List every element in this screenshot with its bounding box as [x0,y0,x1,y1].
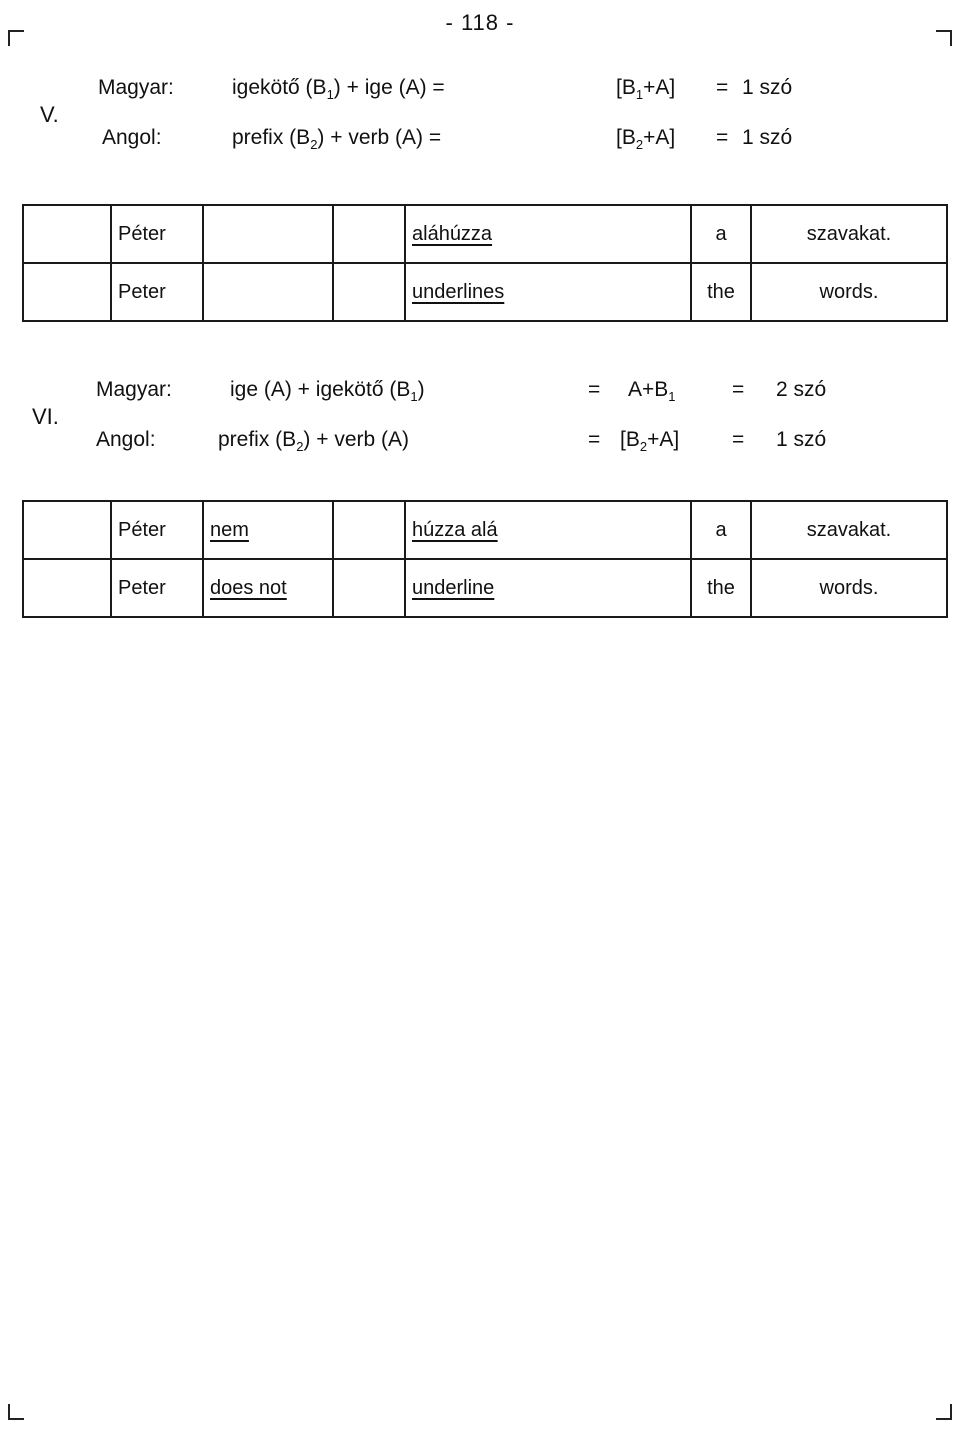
section-v-gloss-table [22,204,948,322]
table-cell: underlines [405,263,691,321]
formula-equals: = [716,126,729,149]
table-cell [333,559,405,617]
formula-label: Angol: [102,126,162,149]
section-vi-numeral: VI. [32,404,59,429]
table-cell [23,205,111,263]
section-v-english-formula [0,126,960,160]
table-cell: underline [405,559,691,617]
table-row [23,501,947,559]
page-number: - 118 - [445,10,515,35]
formula-equals: = [732,428,745,451]
crop-mark-bottom-left [8,1404,24,1420]
table-cell [23,501,111,559]
table-cell [333,205,405,263]
formula-bracket: $[B_2+A]$ [616,126,676,152]
table-cell: a [691,205,751,263]
table-row [23,559,947,617]
table-cell: aláhúzza [405,205,691,263]
table-row [23,263,947,321]
formula-eq: = [588,378,601,401]
formula-term: prefix $(B_2)$ + verb (A) [218,428,410,454]
section-vi-english-formula [0,428,960,462]
table-cell: húzza alá [405,501,691,559]
formula-label: Magyar: [98,76,174,99]
formula-result: 1 szó [742,76,793,99]
table-cell [333,263,405,321]
formula-term: ige (A) + igekötő $(B_1)$ [230,378,425,404]
table-cell: the [691,559,751,617]
table-cell [23,559,111,617]
table-cell [203,205,333,263]
crop-mark-bottom-right [936,1404,952,1420]
formula-term: prefix $(B_2)$ + verb (A) = [232,126,442,152]
table-cell: nem [203,501,333,559]
table-cell [333,501,405,559]
formula-result: 1 szó [742,126,793,149]
formula-result: 2 szó [776,378,827,401]
table-cell [203,263,333,321]
formula-bracket: $[B_2+A]$ [620,428,680,454]
table-cell: Peter [111,559,203,617]
formula-label: Angol: [96,428,156,451]
table-cell [23,263,111,321]
table-cell: a [691,501,751,559]
table-cell: Péter [111,205,203,263]
table-cell: words. [751,559,947,617]
formula-bracket: $[B_1+A]$ [616,76,676,102]
formula-result: 1 szó [776,428,827,451]
table-row [23,205,947,263]
table-cell: szavakat. [751,501,947,559]
table-cell: the [691,263,751,321]
table-cell: szavakat. [751,205,947,263]
table-cell: Peter [111,263,203,321]
formula-equals: = [732,378,745,401]
section-v-numeral: V. [40,102,59,127]
formula-term: igekötő $(B_1)$ + ige (A) = [232,76,445,102]
table-cell: does not [203,559,333,617]
table-cell: Péter [111,501,203,559]
section-vi-hungarian-formula [0,378,960,412]
formula-label: Magyar: [96,378,172,401]
formula-eq: = [588,428,601,451]
formula-sum: $A+B_1$ [628,378,676,404]
section-vi-gloss-table [22,500,948,618]
section-v-hungarian-formula [0,76,960,110]
table-cell: words. [751,263,947,321]
formula-equals: = [716,76,729,99]
